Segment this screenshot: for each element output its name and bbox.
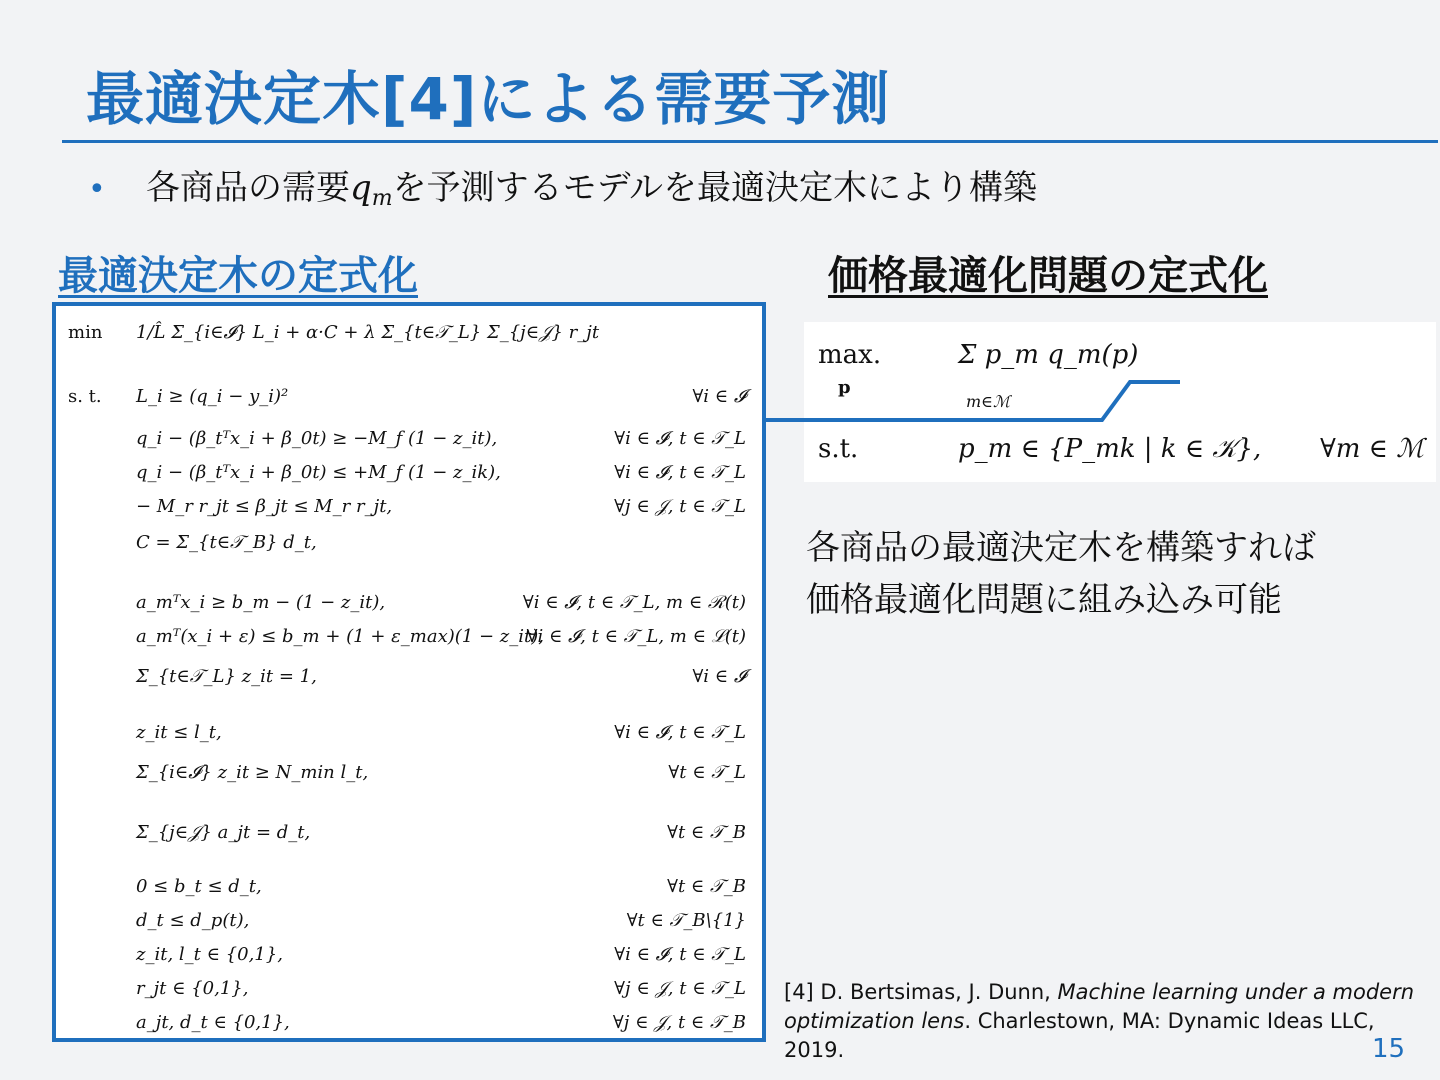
objective-row [818, 340, 1428, 410]
formula-row [56, 818, 762, 848]
bullet-suffix: を予測するモデルを最適決定木により構築 [392, 168, 1037, 208]
formula-condition: ∀t ∈ 𝒯_B [667, 876, 746, 897]
reference-citation: [4] D. Bertsimas, J. Dunn, Machine learning under a modern optimization lens. Charlestown, MA: Dynamic Ideas LLC, 2019. [784, 980, 1415, 1062]
slide-title: 最適決定木[4]による需要予測 [86, 65, 891, 133]
formula-expression: q_i − (β_tᵀx_i + β_0t) ≥ −M_f (1 − z_it), [136, 428, 498, 449]
formula-expression: z_it, l_t ∈ {0,1}, [136, 944, 283, 965]
formula-condition: ∀i ∈ 𝓘, t ∈ 𝒯_L [614, 722, 746, 743]
left-section-heading: 最適決定木の定式化 [58, 253, 418, 299]
formula-condition: ∀j ∈ 𝒥, t ∈ 𝒯_B [612, 1012, 746, 1033]
price-optimization-formulation [804, 322, 1436, 482]
formula-row [56, 974, 762, 1004]
formula-condition: ∀t ∈ 𝒯_B\{1} [626, 910, 746, 931]
formula-row [56, 382, 762, 412]
formula-row [56, 492, 762, 522]
formula-expression: a_mᵀ(x_i + ε) ≤ b_m + (1 + ε_max)(1 − z_it), [136, 626, 544, 647]
formula-expression: − M_r r_jt ≤ β_jt ≤ M_r r_jt, [136, 496, 393, 517]
formula-expression: Σ_{j∈𝒥} a_jt = d_t, [136, 822, 311, 843]
explanation-note [806, 522, 1316, 626]
formula-expression: Σ_{t∈𝒯_L} z_it = 1, [136, 666, 317, 687]
formula-row [56, 940, 762, 970]
constraint-label: s.t. [818, 434, 859, 464]
formula-row [56, 424, 762, 454]
note-line: 各商品の最適決定木を構築すれば [806, 528, 1316, 568]
formula-condition: ∀j ∈ 𝒥, t ∈ 𝒯_L [614, 978, 746, 999]
formula-row [56, 872, 762, 902]
right-section-heading: 価格最適化問題の定式化 [828, 253, 1268, 299]
formula-row [56, 662, 762, 692]
formula-expression: q_i − (β_tᵀx_i + β_0t) ≤ +M_f (1 − z_ik), [136, 462, 501, 483]
constraint-condition: ∀m ∈ ℳ [1320, 434, 1424, 464]
objective-label: max. p [818, 340, 882, 398]
formula-condition: ∀j ∈ 𝒥, t ∈ 𝒯_L [614, 496, 746, 517]
formula-condition: ∀i ∈ 𝓘 [692, 666, 746, 687]
constraint-row [818, 434, 1428, 474]
title-divider [62, 140, 1438, 143]
formula-expression: a_mᵀx_i ≥ b_m − (1 − z_it), [136, 592, 386, 613]
formula-row [56, 588, 762, 618]
formula-expression: d_t ≤ d_p(t), [136, 910, 250, 931]
formula-condition: ∀i ∈ 𝓘 [692, 386, 746, 407]
bullet-dot-icon: • [88, 172, 106, 207]
formula-expression: 0 ≤ b_t ≤ d_t, [136, 876, 262, 897]
formula-condition: ∀i ∈ 𝓘, t ∈ 𝒯_L, m ∈ ℒ(t) [526, 626, 746, 647]
formula-label: s. t. [68, 386, 102, 407]
formula-expression: L_i ≥ (q_i − y_i)² [136, 386, 289, 407]
formula-row [56, 718, 762, 748]
formula-condition: ∀t ∈ 𝒯_L [668, 762, 746, 783]
formula-condition: ∀i ∈ 𝓘, t ∈ 𝒯_L [614, 428, 746, 449]
formula-expression: C = Σ_{t∈𝒯_B} d_t, [136, 532, 317, 553]
formula-row [56, 528, 762, 558]
formula-row [56, 318, 762, 348]
bullet-variable: qm [350, 168, 393, 211]
formula-expression: 1/L̂ Σ_{i∈𝓘} L_i + α·C + λ Σ_{t∈𝒯_L} Σ_{j∈𝒥} r_jt [136, 322, 600, 343]
formula-expression: Σ_{i∈𝓘} z_it ≥ N_min l_t, [136, 762, 369, 783]
objective-expression: Σ p_m q_m(p) [958, 340, 1139, 370]
formula-label: min [68, 322, 103, 343]
formula-row [56, 458, 762, 488]
formula-condition: ∀i ∈ 𝓘, t ∈ 𝒯_L [614, 944, 746, 965]
formula-expression: a_jt, d_t ∈ {0,1}, [136, 1012, 290, 1033]
note-line: 価格最適化問題に組み込み可能 [806, 580, 1282, 620]
constraint-expression: p_m ∈ {P_mk | k ∈ 𝒦}, [958, 434, 1262, 464]
formula-expression: z_it ≤ l_t, [136, 722, 222, 743]
formula-condition: ∀t ∈ 𝒯_B [667, 822, 746, 843]
formula-expression: r_jt ∈ {0,1}, [136, 978, 249, 999]
formula-condition: ∀i ∈ 𝓘, t ∈ 𝒯_L, m ∈ ℛ(t) [522, 592, 746, 613]
page-number: 15 [1372, 1034, 1406, 1064]
bullet-point [88, 160, 1037, 211]
optimal-tree-formulation-box [52, 302, 766, 1042]
formula-row [56, 758, 762, 788]
bullet-prefix: 各商品の需要 [146, 168, 350, 208]
formula-row [56, 1008, 762, 1038]
formula-row [56, 906, 762, 936]
formula-condition: ∀i ∈ 𝓘, t ∈ 𝒯_L [614, 462, 746, 483]
objective-sum-index: m∈ℳ [966, 392, 1011, 411]
formula-row [56, 622, 762, 652]
